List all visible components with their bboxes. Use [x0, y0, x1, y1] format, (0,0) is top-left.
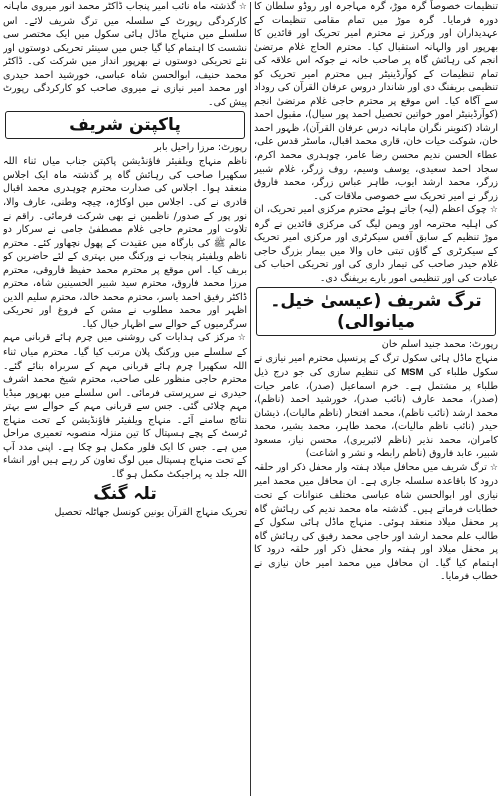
left-column — [3, 0, 247, 798]
byline: رپورٹ: مرزا راحیل بابر — [154, 142, 247, 154]
section-heading: ترگ شریف (عیسیٰ خیل۔ میانوالی) — [270, 291, 482, 333]
report-paragraph: تنظیمات خصوصاً گرہ موڑ، گرہ مہاجرہ اور روڈو سلطان کا دورہ فرمایا۔ گرہ موڑ میں تمام مقامی تنظیمات کے عہدیداران اور ورکرز نے محترم امیر تحریک اور قائدین کا بھرپور اور والہانہ استقبال کیا۔ محترم الحاج غلام مرتضیٰ انجم کی رہائش گاہ پر صاحب خانہ نے جوکہ اس علاقہ کی تمام تنظیمات کے کوآرڈینیٹر ہیں محترم امیر تحریک کو تنظیمی بریفنگ دی اور شاندار دروس عرفان القرآن کی روداد سے آگاہ کیا۔ اس موقع پر محترم حاجی غلام مرتضیٰ انجم (کوآرڈینیٹر امور خواتین تحصیل احمد پور سیال)، مقبول احمد ارشاد (کنوینر نگران ماہانہ درس عرفان القرآن)، ظہور احمد خان، شوکت حیات خان، قاری محمد اقبال، ماسٹر قدس علی، عطاء الحسن ندیم محسن رضا عامر، چوہدری محمد اکرم، سجاد احمد سعیدی، یوسف وسیم، روف زرگر، غلام شبیر زرگر، محمد ارشد ایوب، طاہر عباس زرگر، محمد فاروق زرگر نے امیر تحریک سے خصوصی ملاقات کی۔ — [254, 1, 498, 202]
star-bullet-icon: ☆ — [237, 333, 247, 344]
section-heading: پاکپتن شریف — [69, 115, 181, 136]
column-divider — [250, 2, 251, 796]
report-paragraph: ☆گذشتہ ماہ نائب امیر پنجاب ڈاکٹر محمد انور میروی ماہانہ کارکردگی رپورٹ کے سلسلہ میں ترگ شریف لائے۔ اس سلسلے میں منہاج ماڈل ہائی سکول میں ایک مختصر سی نشست کا اہتمام کیا گیا جس میں سینئر تحریکی دوستوں اور نئے تحریکی دوستوں نے بھرپور انداز میں شرکت کی۔ ڈاکٹر محمد حنیف، ابوالحسن شاہ عباسی، خورشید احمد حیدری اور محمد امیر نیازی نے میروی صاحب کو کارکردگی رپورٹ پیش کی۔ — [3, 1, 247, 108]
msm-label: MSM — [401, 367, 424, 379]
right-column — [254, 0, 498, 798]
star-bullet-icon: ☆ — [489, 205, 498, 216]
star-bullet-icon: ☆ — [238, 2, 247, 12]
byline: رپورٹ: محمد جنید اسلم خان — [381, 339, 498, 351]
report-paragraph: منہاج ماڈل ہائی سکول ترگ کے پرنسپل محترم امیر نیازی نے سکول طلباء کی MSM کی تنظیم سازی کی جو درج ذیل طلباء پر مشتمل ہے۔ خرم اسماعیل (صدر)، عامر حیات (صدر)، محمد عارف (نائب صدر)، خورشید احمد (ناظم)، محمد ارشد (نائب ناظم)، محمد افتخار (ناظم مالیات)، ذیشان حیدر (نائب ناظم مالیات)، محمد طاہر، محمد بشیر، محمد کامران، محمد نذیر (ناظم لائبریری)، محسن نیاز، مسعود شبیر، عابد فاروق (ناظم رابطہ و نشر و اشاعت) — [254, 353, 498, 460]
section-heading-box — [256, 287, 496, 336]
star-bullet-icon: ☆ — [489, 462, 498, 473]
report-paragraph: ناظم منہاج ویلفیئر فاؤنڈیشن پاکپتن جناب میاں ثناء اللہ سکھیرا صاحب کی رہائش گاہ پر گذشتہ ماہ ایک اجلاس منعقد ہوا۔ اجلاس کی صدارت محترم چوہدری محمد اقبال قادری نے کی۔ اجلاس میں اوکاڑہ، چیچہ وطنی، عارف والا، نور پور کے صدور/ ناظمین نے بھی شرکت فرمائی۔ راقم نے تلاوت اور محترم حاجی غلام مصطفیٰ جامی نے سرکار دو عالم ﷺ کی بارگاہ میں عقیدت کے پھول نچھاور کئے۔ محترم ناظم ویلفیئر پنجاب نے ورکنگ میں بہتری کے لئے حاضرین کو بریف کیا۔ اس موقع پر محترم محمد حفیظ فاروقی، محترم مرزا محمد فاروق، محترم سید شبیر الحسینین شاہ، محترم ڈاکٹر رفیق احمد یاسر، محترم محمد خالد، محترم سلیم الدین اظہر اور محمد مطلوب نے مشن کے فروغ اور تحریکی سرگرمیوں کے حوالے سے اظہار خیال کیا۔ — [3, 156, 247, 330]
report-paragraph: ☆چوک اعظم (لیہ) جاتے ہوئے محترم مرکزی امیر تحریک، ان کی اہلیہ محترمہ اور ویمن لیگ کی مرکزی قائدین نے گرہ موڑ تنظیم کے سابق آفس سیکرٹری اور مرکزی امیر تحریک کے سیکرٹری کے گاؤں تبتی خاں والا میں بیمار بزرگ حاجی غلام حیدر صاحب کی تیمار داری کی اور تحریکی احباب کی عیادت کی اور تنظیمی امور بارے بریفنگ دی۔ — [254, 204, 498, 284]
section-heading-box — [5, 111, 245, 139]
section-heading: تلہ گنگ — [93, 483, 157, 504]
report-paragraph: ☆ترگ شریف میں محافل میلاد ہفتہ وار محفل ذکر اور حلقہ درود کا باقاعدہ سلسلہ جاری ہے۔ ان محافل میں محمد امیر نیازی اور ابوالحسن شاہ عباسی مختلف عنوانات کے تحت خطابات فرماتے ہیں۔ گذشتہ ماہ محمد ندیم کی رہائش گاہ پر محفل میلاد منعقد ہوئی۔ منہاج ماڈل ہائی سکول کے طالب علم محمد ارشد اور حاجی محمد رفیق کی رہائش گاہ پر محفل میلاد اور ہفتہ وار محفل ذکر اور حلقہ درود کا اہتمام کیا گیا۔ ان محافل میں محمد امیر خان نیازی نے خطاب فرمایا۔ — [254, 461, 498, 583]
report-paragraph: ☆مرکز کی ہدایات کی روشنی میں چرم ہائے قربانی مہم کے سلسلے میں ورکنگ پلان مرتب کیا گیا۔ محترم میاں ثناء اللہ سکھیرا چرم ہائے قربانی مہم کے سربراہ بنائے گئے۔ محترم حاجی منظور علی صاحب، محترم شیخ محمد اشرف حیدری نے سرپرستی فرمائی۔ اس سلسلے میں بھرپور میڈیا مہم چلائی گئی۔ جس سے قربانی مہم کے حوالے سے بہتر نتائج سامنے آئے۔ منہاج ویلفیئر فاؤنڈیشن کے تحت منہاج ٹرسٹ کے پچے ہسپتال کا تین منزلہ منصوبہ تعمیری مراحل میں ہے۔ جس کا ایک فلور مکمل ہو چکا ہے۔ اپنی مدد آپ کے تحت منہاج ہسپتال میں لوگ تعاون کر رہے ہیں اور انشاء اللہ جلد یہ پراجیکٹ مکمل ہو گا۔ — [3, 332, 247, 480]
report-paragraph: تحریک منہاج القرآن یونین کونسل جھاٹلہ تحصیل — [54, 506, 247, 518]
